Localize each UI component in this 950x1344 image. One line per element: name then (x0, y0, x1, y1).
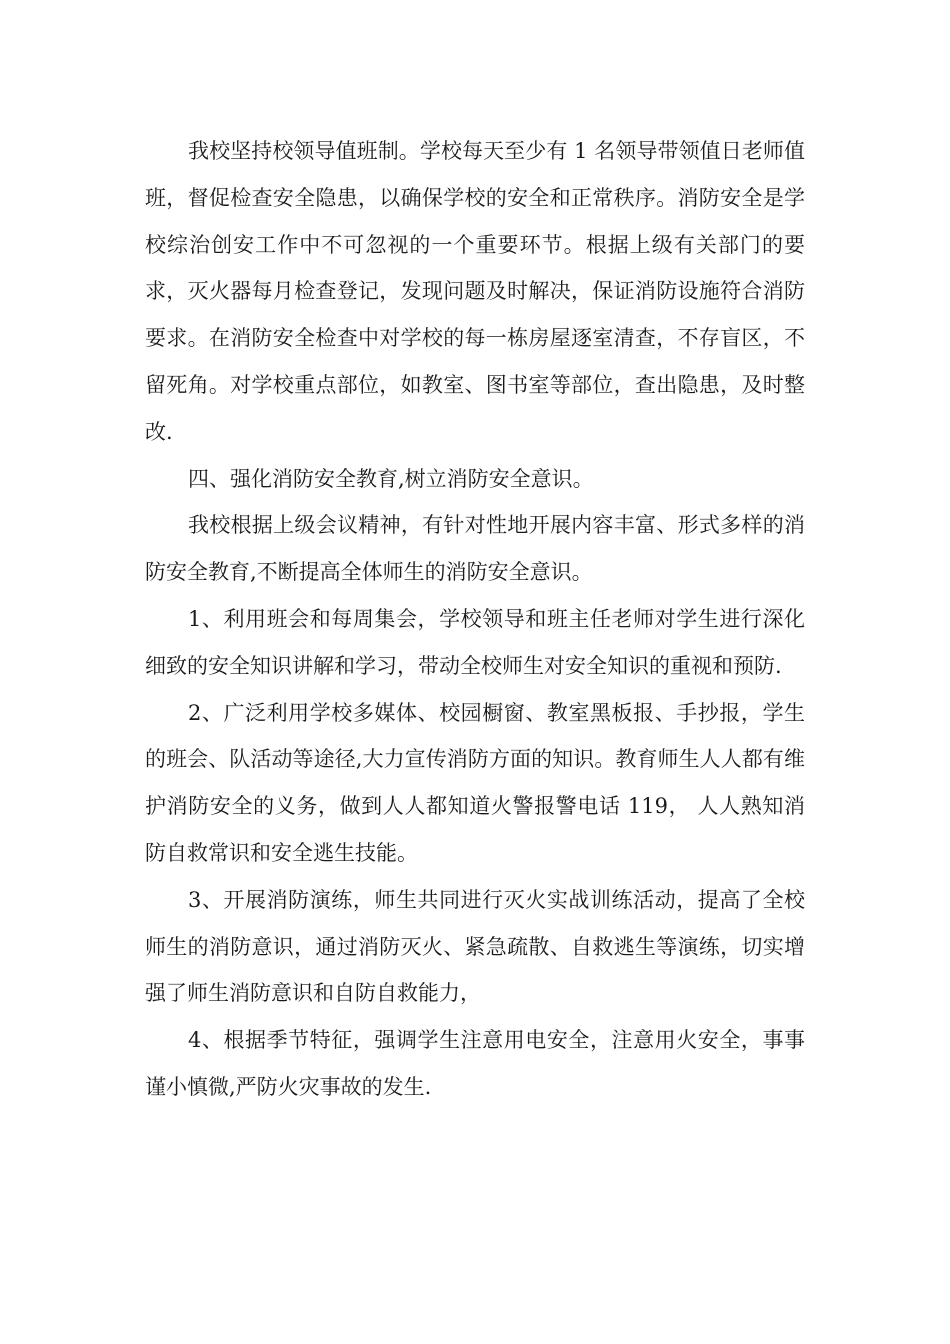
paragraph-education-intro: 我校根据上级会议精神，有针对性地开展内容丰富、形式多样的消防安全教育,不断提高全体师生的消防安全意识。 (145, 513, 805, 585)
paragraph-duty-system: 我校坚持校领导值班制。学校每天至少有 1 名领导带领值日老师值班，督促检查安全隐患，以确保学校的安全和正常秩序。消防安全是学校综治创安工作中不可忽视的一个重要环节。根据上级有关部门的要求，灭火器每月检查登记，发现问题及时解决，保证消防设施符合消防要求。在消防安全检查中对学校的每一栋房屋逐室清查，不存盲区，不留死角。对学校重点部位，如教室、图书室等部位，查出隐患，及时整改. (145, 139, 805, 444)
list-item-seasonal-safety: 4、根据季节特征，强调学生注意用电安全，注意用火安全，事事谨小慎微,严防火灾事故的发生. (145, 1028, 805, 1099)
section-heading-fire-education: 四、强化消防安全教育,树立消防安全意识。 (188, 466, 594, 491)
list-item-media-promotion: 2、广泛利用学校多媒体、校园橱窗、教室黑板报、手抄报，学生的班会、队活动等途径,大力宣传消防方面的知识。教育师生人人都有维护消防安全的义务，做到人人都知道火警报警电话 119， 人人熟知消防自救常识和安全逃生技能。 (145, 700, 805, 865)
list-item-fire-drills: 3、开展消防演练，师生共同进行灭火实战训练活动，提高了全校师生的消防意识，通过消防灭火、紧急疏散、自救逃生等演练，切实增强了师生消防意识和自防自救能力， (145, 887, 805, 1006)
document-body (145, 128, 805, 1111)
list-item-class-meetings: 1、利用班会和每周集会，学校领导和班主任老师对学生进行深化细致的安全知识讲解和学习，带动全校师生对安全知识的重视和预防. (145, 606, 805, 678)
